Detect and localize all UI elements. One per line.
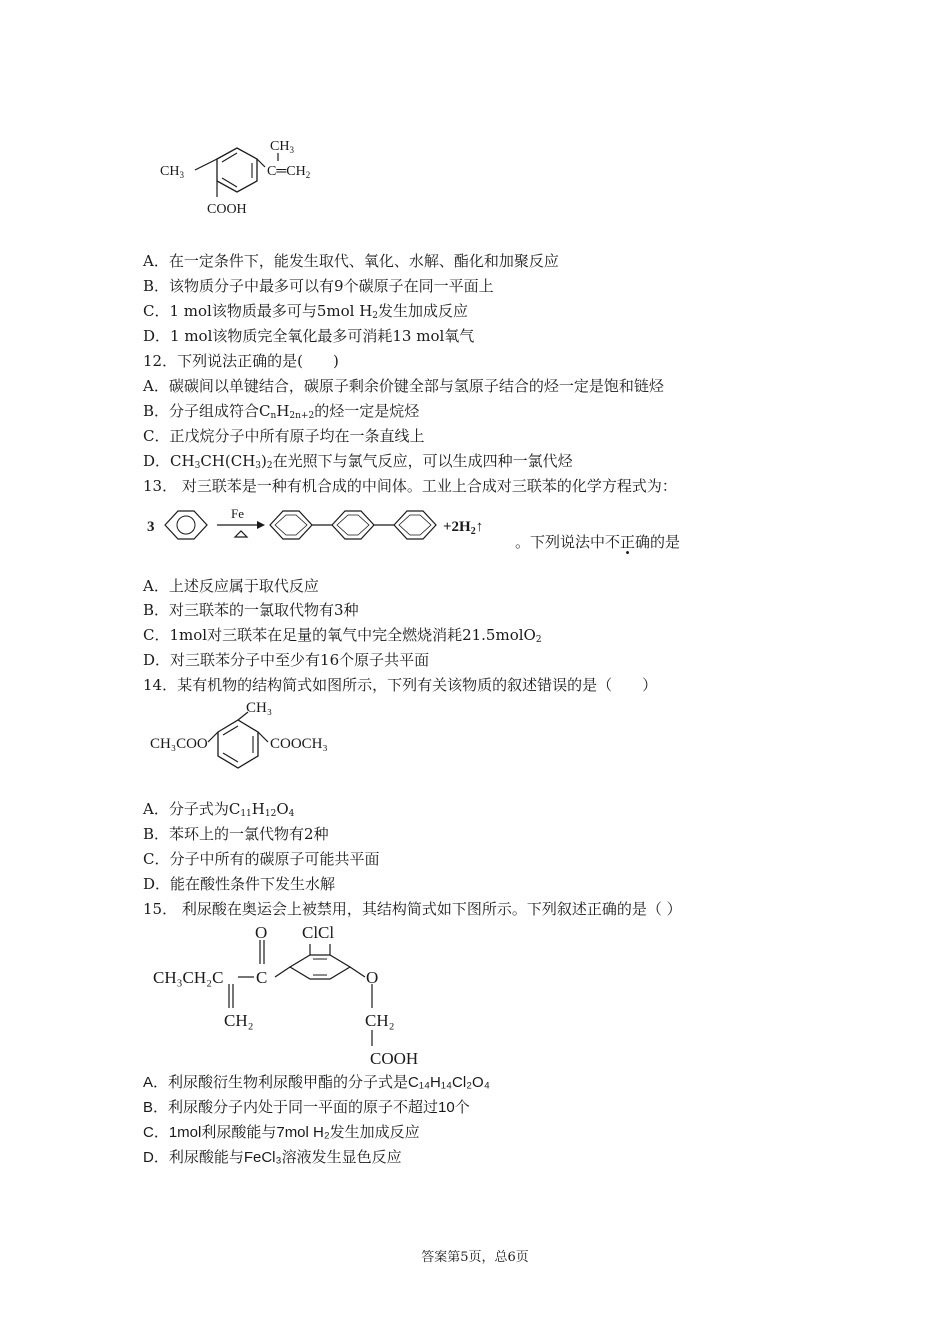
q15-option-c: C．1mol利尿酸能与7mol H₂发生加成反应 bbox=[143, 1124, 420, 1141]
q15-chain: CH₃CH₂C bbox=[153, 968, 224, 987]
q14-stem: 14．某有机物的结构简式如图所示，下列有关该物质的叙述错误的是（ ） bbox=[143, 676, 658, 694]
q14-right: COOCH₃ bbox=[270, 736, 328, 752]
q13-tail: 。下列说法中不正确的是 bbox=[515, 533, 681, 551]
q12-option-a: A．碳碳间以单键结合，碳原子剩余价键全部与氢原子结合的烃一定是饱和链烃 bbox=[143, 377, 664, 395]
q14-option-c: C．分子中所有的碳原子可能共平面 bbox=[143, 850, 380, 868]
q15-stem: 15． 利尿酸在奥运会上被禁用，其结构简式如下图所示。下列叙述正确的是（ ） bbox=[143, 900, 682, 918]
q15-ch2-bottom: CH₂ bbox=[224, 1011, 254, 1030]
q15-o-top: O bbox=[255, 923, 268, 942]
q14-option-d: D．能在酸性条件下发生水解 bbox=[143, 875, 336, 893]
q13-coef: 3 bbox=[147, 519, 155, 535]
q15-o-right: O bbox=[366, 968, 379, 987]
benzene-reactant bbox=[165, 511, 207, 539]
q14-top: CH₃ bbox=[246, 700, 273, 716]
q11-structure bbox=[155, 135, 355, 225]
q15-clcl: ClCl bbox=[302, 923, 335, 942]
q15-option-a: A．利尿酸衍生物利尿酸甲酯的分子式是C₁₄H₁₄Cl₂O₄ bbox=[143, 1074, 490, 1091]
q14-structure bbox=[148, 698, 378, 778]
q11-ch3-left: $CH_3$ bbox=[160, 164, 184, 180]
q14-option-b: B．苯环上的一氯代物有2种 bbox=[143, 825, 329, 843]
q11-option-c: C．1 mol该物质最多可与5mol $H_2$发生加成反应 bbox=[143, 302, 469, 321]
q15-c: C bbox=[256, 968, 268, 987]
q14-option-a: A．分子式为$C_{11}H_{12}O_4$ bbox=[143, 800, 295, 819]
terphenyl-product bbox=[270, 511, 436, 539]
q12-option-d: D．$CH_3CH(CH_3)_2$在光照下与氯气反应，可以生成四种一氯代烃 bbox=[143, 452, 573, 471]
q15-option-b: B．利尿酸分子内处于同一平面的原子不超过10个 bbox=[143, 1099, 470, 1116]
q15-ch2-right: CH₂ bbox=[365, 1011, 395, 1030]
q15-structure bbox=[150, 922, 440, 1072]
q11-option-a: A．在一定条件下，能发生取代、氧化、水解、酯化和加聚反应 bbox=[143, 252, 559, 270]
q13-catalyst: Fe bbox=[231, 506, 244, 521]
q13-option-d: D．对三联苯分子中至少有16个原子共平面 bbox=[143, 651, 430, 669]
q12-stem: 12．下列说法正确的是( ) bbox=[143, 352, 339, 370]
q15-cooh: COOH bbox=[370, 1049, 419, 1068]
q13-option-a: A．上述反应属于取代反应 bbox=[143, 577, 319, 595]
q11-ch3-top: $CH_3$ bbox=[270, 139, 294, 155]
q13-option-b: B．对三联苯的一氯取代物有3种 bbox=[143, 601, 359, 619]
q11-option-d: D．1 mol该物质完全氧化最多可消耗13 mol氧气 bbox=[143, 327, 475, 345]
q11-option-b: B．该物质分子中最多可以有9个碳原子在同一平面上 bbox=[143, 277, 494, 295]
q13-stem: 13． 对三联苯是一种有机合成的中间体。工业上合成对三联苯的化学方程式为： bbox=[143, 477, 677, 495]
q15-option-d: D．利尿酸能与FeCl₃溶液发生显色反应 bbox=[143, 1149, 402, 1166]
q13-option-c: C．1mol对三联苯在足量的氧气中完全燃烧消耗21.5molO$_2$ bbox=[143, 626, 542, 645]
q11-vinyl: $C═CH_2$ bbox=[267, 164, 311, 180]
q11-cooh: COOH bbox=[207, 202, 247, 217]
q14-left: CH₃COO bbox=[150, 736, 208, 752]
q13-h2: $+2H_2↑$ bbox=[443, 519, 484, 537]
q12-option-c: C．正戊烷分子中所有原子均在一条直线上 bbox=[143, 427, 425, 445]
q12-option-b: B．分子组成符合$C_nH_{2n+2}$的烃一定是烷烃 bbox=[143, 402, 420, 421]
page-footer: 答案第5页，总6页 bbox=[421, 1250, 529, 1265]
q13-equation bbox=[145, 503, 525, 553]
